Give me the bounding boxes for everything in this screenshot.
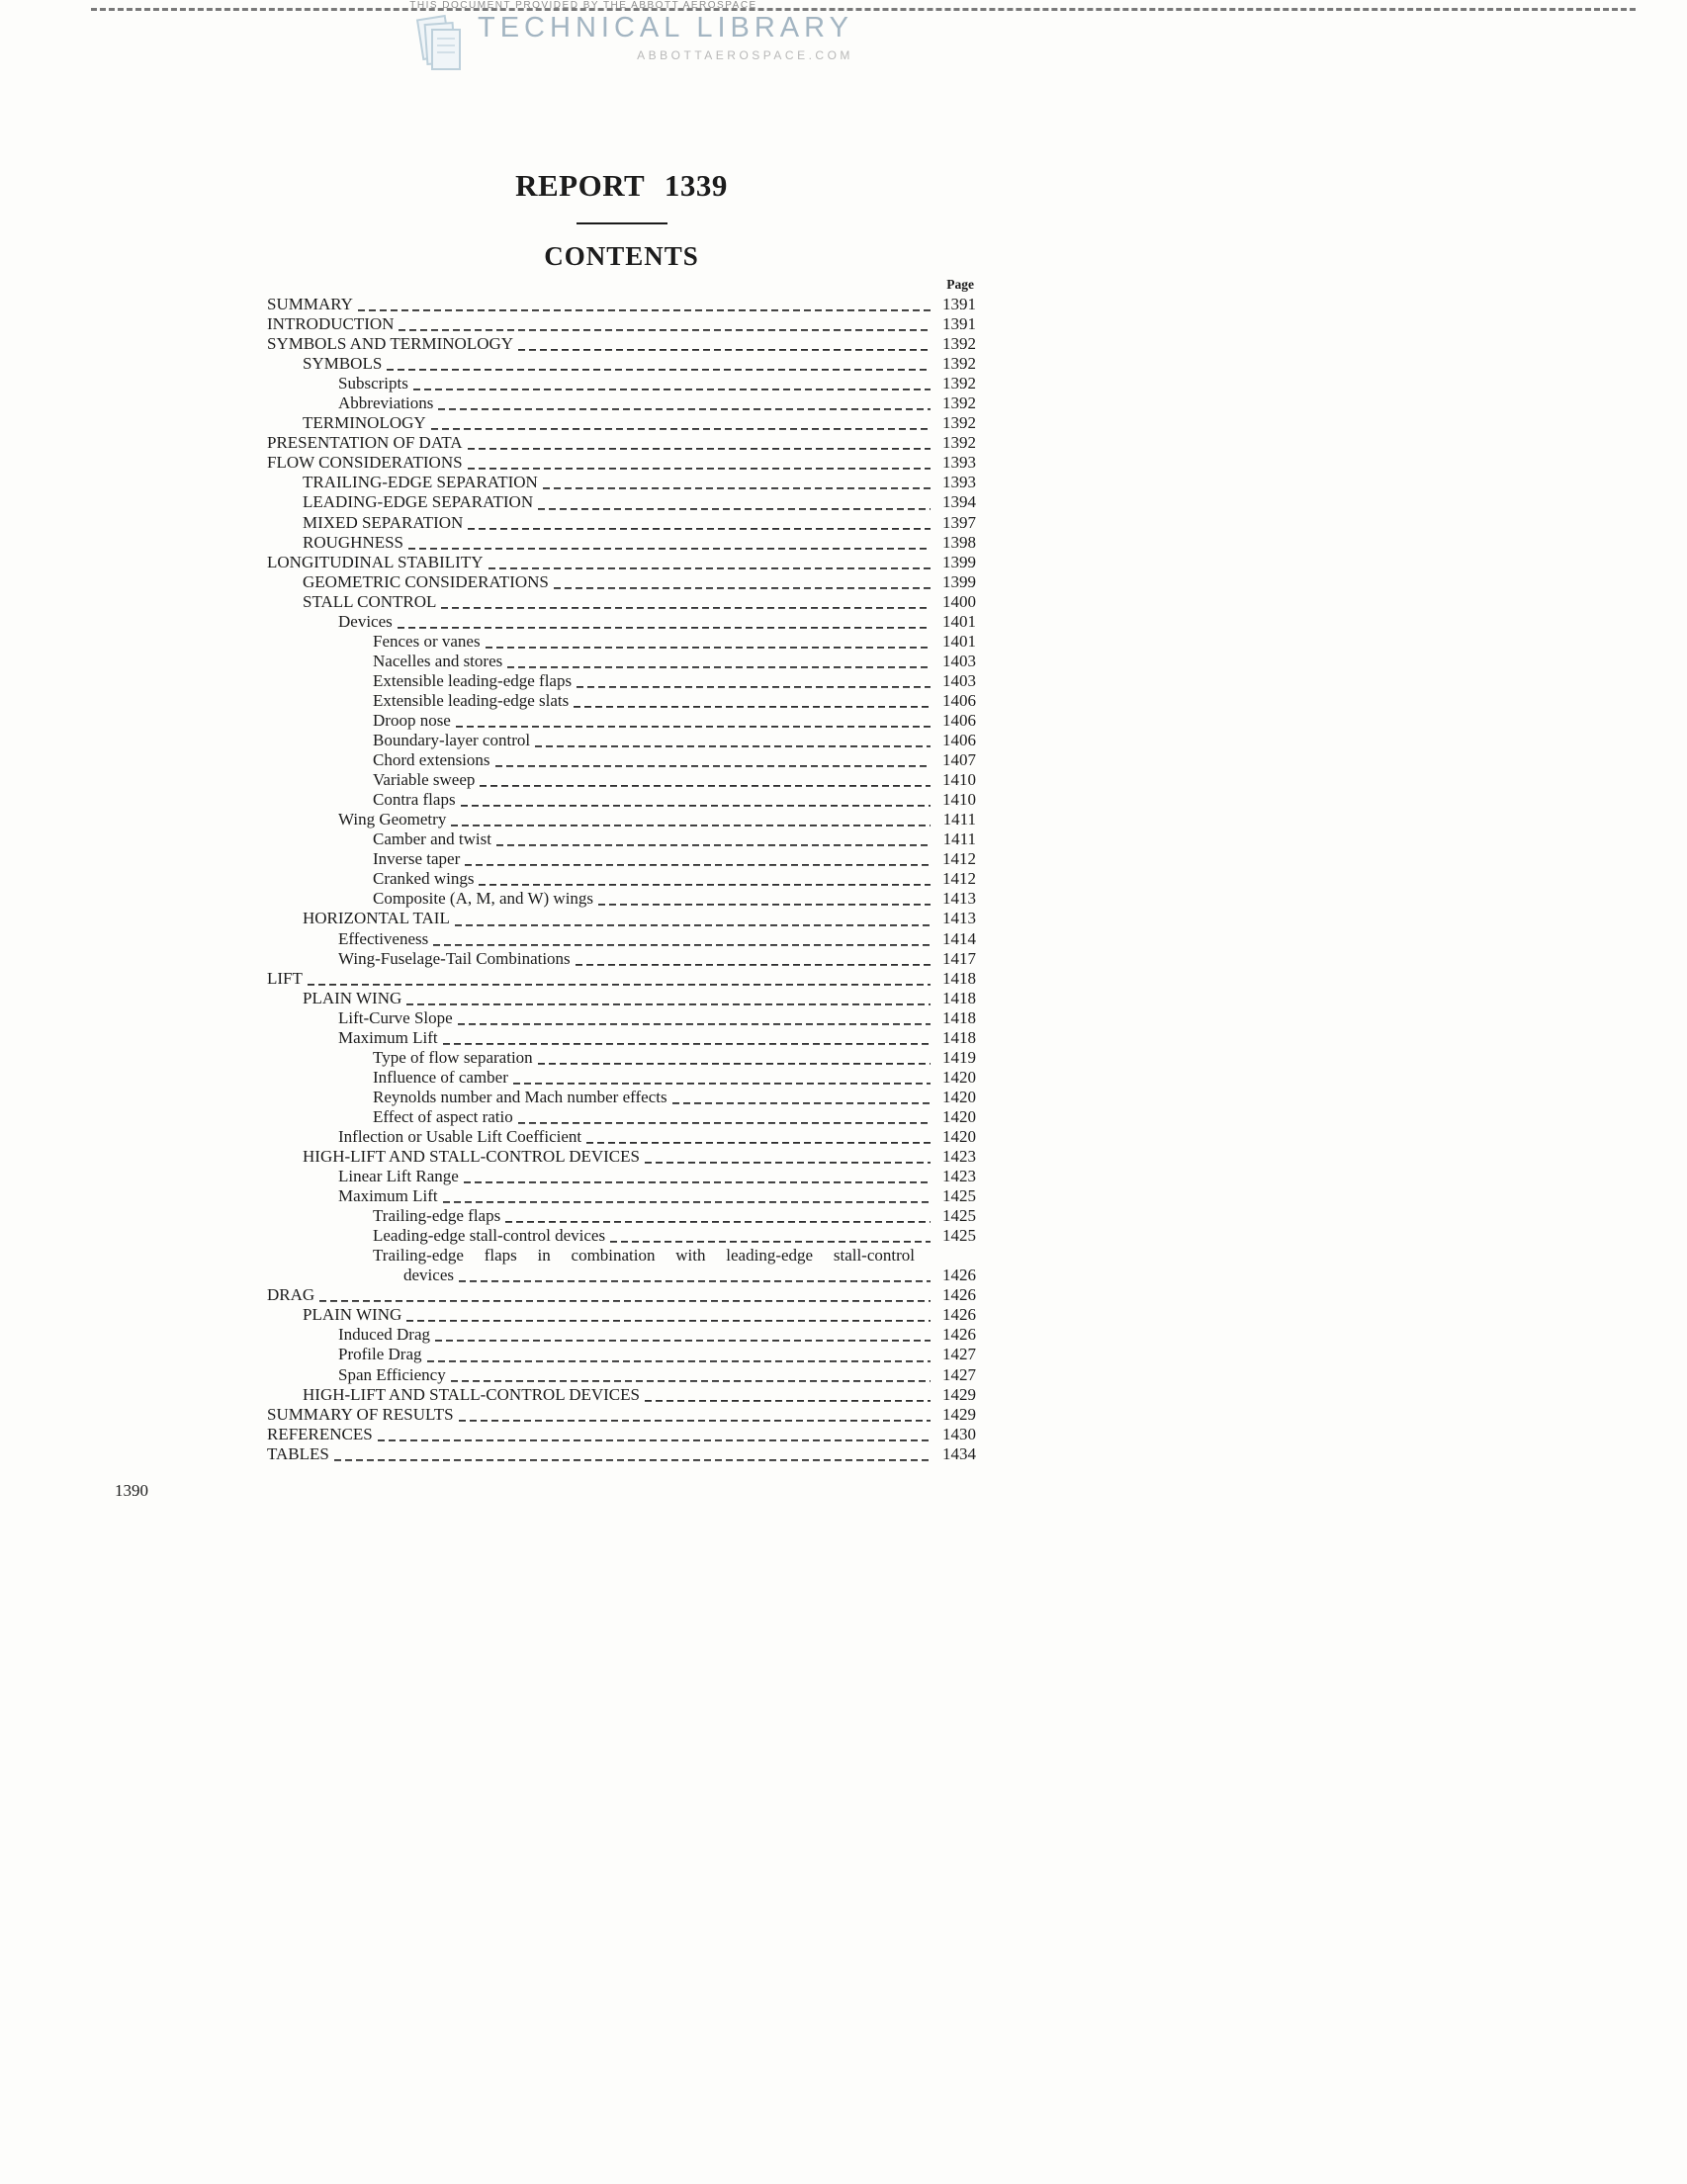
toc-page-number: 1423 [942,1147,976,1167]
toc-page-number: 1429 [942,1384,976,1404]
toc-entry [267,295,976,314]
dot-leader [645,1400,931,1405]
toc-entry [267,1365,976,1385]
toc-page-number: 1427 [942,1364,976,1384]
dot-leader [577,686,931,691]
dot-leader [535,745,931,750]
toc-entry-text: Devices [338,611,393,631]
toc-entry-text: Maximum Lift [338,1186,438,1206]
toc-entry [267,393,976,413]
dot-leader [486,647,931,652]
toc-page-number: 1403 [942,670,976,690]
toc-entry-text: FLOW CONSIDERATIONS [267,453,463,473]
toc-entry-text: SYMBOLS [303,354,383,374]
toc-entry [267,691,976,711]
toc-page-number: 1420 [942,1087,976,1106]
toc-entry [267,1345,976,1364]
dot-leader [518,349,931,354]
toc-page-number: 1425 [942,1186,976,1206]
dot-leader [427,1360,931,1365]
dot-leader [319,1300,931,1305]
toc-page-number: 1392 [942,413,976,433]
toc-page-number: 1392 [942,393,976,413]
toc-entry [267,492,976,512]
toc-entry-text: ROUGHNESS [303,532,404,552]
toc-entry [267,849,976,869]
toc-entry-text: LEADING-EDGE SEPARATION [303,492,534,512]
toc-page-number: 1418 [942,1027,976,1047]
toc-entry [267,1008,976,1028]
toc-entry-text: Induced Drag [338,1325,430,1345]
toc-entry [267,533,976,553]
toc-entry [267,889,976,909]
toc-entry-text: TRAILING-EDGE SEPARATION [303,473,538,492]
toc-page-number: 1406 [942,690,976,710]
toc-page-number: 1401 [942,611,976,631]
toc-entry-text: Composite (A, M, and W) wings [373,889,594,909]
technical-library-wordmark: TECHNICAL LIBRARY [478,12,853,44]
dot-leader [538,1063,931,1068]
dot-leader [387,369,931,374]
toc-entry-text: PLAIN WING [303,988,402,1007]
toc-list [267,295,976,1464]
toc-page-number: 1394 [942,492,976,512]
toc-page-number: 1392 [942,374,976,393]
dot-leader [672,1102,931,1107]
toc-entry-text: LONGITUDINAL STABILITY [267,552,484,571]
toc-page-number: 1413 [942,909,976,928]
dot-leader [468,448,931,453]
toc-entry-text: Trailing-edge flaps in combination with leading-edge stall-control [373,1246,915,1266]
dot-leader [538,508,931,513]
dot-leader [451,825,931,830]
toc-entry [267,612,976,632]
toc-entry [267,1147,976,1167]
toc-page-number: 1414 [942,928,976,948]
toc-entry-text: Extensible leading-edge flaps [373,670,573,690]
toc-entry [267,1127,976,1147]
dot-leader [443,1201,931,1206]
toc-entry-text: Inflection or Usable Lift Coefficient [338,1126,582,1146]
toc-entry-text: Linear Lift Range [338,1167,459,1186]
toc-page-number: 1423 [942,1167,976,1186]
toc-page-number: 1427 [942,1345,976,1364]
toc-entry [267,453,976,473]
toc-entry-text: Reynolds number and Mach number effects [373,1087,667,1106]
toc-page-number: 1430 [942,1424,976,1443]
toc-page-number: 1417 [942,948,976,968]
toc-entry-text: DRAG [267,1285,315,1305]
toc-entry [267,909,976,928]
technical-library-logo-icon [415,13,469,74]
toc-entry-text: Variable sweep [373,770,476,790]
toc-entry-text: INTRODUCTION [267,314,395,334]
toc-page-number: 1411 [942,810,976,830]
toc-page-number: 1392 [942,334,976,354]
dot-leader [435,1340,931,1345]
toc-entry [267,334,976,354]
footer-page-number: 1390 [115,1481,148,1500]
toc-entry [267,572,976,592]
toc-entry-text: Abbreviations [338,393,434,413]
toc-page-number: 1400 [942,591,976,611]
toc-page-number: 1425 [942,1206,976,1226]
toc-page-number: 1393 [942,473,976,492]
toc-entry-text: Profile Drag [338,1345,422,1364]
dot-leader [495,765,931,770]
toc-entry-text: Subscripts [338,374,408,393]
toc-entry [267,433,976,453]
toc-entry [267,1048,976,1068]
page-column-label: Page [946,277,974,292]
report-title: REPORT 1339 [515,168,728,203]
scan-artifact-line [91,8,1636,11]
dot-leader [465,864,931,869]
toc-page-number: 1406 [942,710,976,730]
toc-page-number: 1406 [942,731,976,750]
toc-entry-text: Inverse taper [373,849,461,869]
toc-page-number: 1420 [942,1067,976,1087]
toc-entry-text: Cranked wings [373,869,475,889]
toc-entry-text: SUMMARY [267,295,353,313]
dot-leader [334,1459,931,1464]
dot-leader [358,309,931,314]
toc-entry-text: MIXED SEPARATION [303,512,464,532]
toc-page-number: 1392 [942,354,976,374]
toc-entry [267,1246,976,1266]
toc-entry-text: devices [403,1266,454,1285]
technical-library-textblock [478,13,853,62]
toc-entry [267,770,976,790]
toc-entry [267,869,976,889]
toc-page-number: 1401 [942,631,976,651]
toc-entry-text: Leading-edge stall-control devices [373,1226,606,1246]
toc-page-number: 1425 [942,1226,976,1246]
toc-entry [267,354,976,374]
contents-column [267,168,976,1464]
toc-entry [267,830,976,849]
toc-page-number: 1410 [942,790,976,810]
toc-page-number: 1418 [942,988,976,1007]
dot-leader [438,408,931,413]
dot-leader [645,1162,931,1167]
toc-entry-text: Effect of aspect ratio [373,1106,513,1126]
toc-page-number: 1399 [942,571,976,591]
dot-leader [464,1181,931,1186]
dot-leader [408,548,931,553]
toc-entry [267,1068,976,1088]
toc-entry [267,374,976,393]
toc-entry-text: TERMINOLOGY [303,413,426,433]
toc-entry-text: Boundary-layer control [373,731,531,750]
toc-page-number: 1410 [942,770,976,790]
toc-entry [267,1385,976,1405]
dot-leader [378,1440,931,1444]
toc-entry [267,632,976,652]
toc-entry [267,1206,976,1226]
toc-entry [267,1444,976,1464]
toc-page-number: 1393 [942,453,976,473]
top-provenance-text: THIS DOCUMENT PROVIDED BY THE ABBOTT AEROSPACE [409,0,757,11]
toc-entry-text: SYMBOLS AND TERMINOLOGY [267,334,514,354]
dot-leader [488,568,932,572]
dot-leader [598,904,931,909]
toc-entry [267,731,976,750]
dot-leader [468,528,931,533]
toc-entry [267,750,976,770]
toc-page-number: 1426 [942,1285,976,1305]
toc-entry-text: Camber and twist [373,830,491,849]
toc-entry-text: PLAIN WING [303,1305,402,1325]
dot-leader [480,785,931,790]
toc-page-number: 1397 [942,512,976,532]
dot-leader [554,587,931,592]
toc-page-number: 1399 [942,552,976,571]
toc-entry-text: HIGH-LIFT AND STALL-CONTROL DEVICES [303,1147,640,1167]
toc-entry [267,949,976,969]
toc-entry-text: Span Efficiency [338,1364,446,1384]
toc-entry [267,413,976,433]
toc-entry [267,1425,976,1444]
toc-entry [267,989,976,1008]
toc-page-number: 1420 [942,1106,976,1126]
toc-entry-text: HIGH-LIFT AND STALL-CONTROL DEVICES [303,1384,640,1404]
contents-heading: CONTENTS [544,241,699,271]
dot-leader [431,428,931,433]
toc-entry-text: Fences or vanes [373,631,481,651]
abbottaerospace-subtitle: ABBOTTAEROSPACE.COM [637,47,853,62]
toc-entry [267,810,976,830]
toc-page-number: 1391 [942,314,976,334]
dot-leader [574,706,931,711]
dot-leader [455,924,931,929]
toc-page-number: 1392 [942,433,976,453]
dot-leader [458,1023,931,1028]
toc-page-number: 1418 [942,1007,976,1027]
toc-entry-text: PRESENTATION OF DATA [267,433,463,453]
toc-page-number: 1403 [942,651,976,670]
toc-entry-text: Chord extensions [373,750,490,770]
dot-leader [543,487,931,492]
toc-page-number: 1429 [942,1404,976,1424]
toc-page-number: 1426 [942,1325,976,1345]
toc-entry-text: Type of flow separation [373,1047,533,1067]
toc-entry [267,1305,976,1325]
toc-entry-text: Maximum Lift [338,1027,438,1047]
toc-entry-text: Nacelles and stores [373,651,503,670]
toc-entry-text: SUMMARY OF RESULTS [267,1404,454,1424]
toc-entry [267,1028,976,1048]
toc-entry [267,1325,976,1345]
dot-leader [459,1280,931,1285]
toc-page-number: 1434 [942,1443,976,1463]
toc-entry [267,1088,976,1107]
toc-entry-text: Influence of camber [373,1067,508,1087]
toc-page-number: 1412 [942,869,976,889]
toc-page-number: 1398 [942,532,976,552]
dot-leader [441,607,931,612]
dot-leader [459,1420,931,1425]
toc-page-number: 1407 [942,750,976,770]
toc-page-number: 1412 [942,849,976,869]
toc-entry-text: Lift-Curve Slope [338,1007,453,1027]
toc-entry-text: TABLES [267,1443,329,1463]
toc-entry-text: Wing Geometry [338,810,447,830]
toc-entry [267,1405,976,1425]
toc-entry [267,553,976,572]
toc-entry [267,671,976,691]
toc-entry [267,1186,976,1206]
toc-entry-text: LIFT [267,968,303,988]
toc-page-number: 1411 [942,830,976,849]
technical-library-header [415,13,853,74]
toc-entry-continuation [267,1266,976,1285]
toc-entry [267,790,976,810]
toc-entry-text: Trailing-edge flaps [373,1206,501,1226]
dot-leader [496,844,931,849]
toc-entry [267,473,976,492]
toc-entry [267,652,976,671]
toc-entry [267,1167,976,1186]
dot-leader [576,964,931,969]
toc-page-number: 1413 [942,889,976,909]
toc-page-number: 1419 [942,1047,976,1067]
dot-leader [406,1320,931,1325]
toc-entry [267,929,976,949]
toc-entry-text: STALL CONTROL [303,591,437,611]
toc-page-number: 1426 [942,1305,976,1325]
toc-entry [267,592,976,612]
toc-entry [267,1285,976,1305]
dot-leader [406,1004,931,1008]
toc-entry-text: REFERENCES [267,1424,373,1443]
toc-page-number: 1391 [942,295,976,313]
toc-entry-text: HORIZONTAL TAIL [303,909,450,928]
toc-entry [267,1226,976,1246]
toc-entry [267,513,976,533]
title-divider [577,222,667,224]
dot-leader [413,389,931,393]
toc-page-number: 1426 [942,1266,976,1285]
toc-page-number: 1418 [942,968,976,988]
toc-entry-text: GEOMETRIC CONSIDERATIONS [303,571,549,591]
toc-entry-text: Contra flaps [373,790,456,810]
toc-page-number: 1420 [942,1126,976,1146]
toc-entry [267,1107,976,1127]
toc-entry [267,969,976,989]
dot-leader [461,805,931,810]
toc-entry [267,314,976,334]
toc-entry-text: Effectiveness [338,928,429,948]
toc-entry-text: Droop nose [373,710,451,730]
toc-entry-text: Extensible leading-edge slats [373,690,570,710]
toc-entry [267,711,976,731]
toc-entry-text: Wing-Fuselage-Tail Combinations [338,948,571,968]
